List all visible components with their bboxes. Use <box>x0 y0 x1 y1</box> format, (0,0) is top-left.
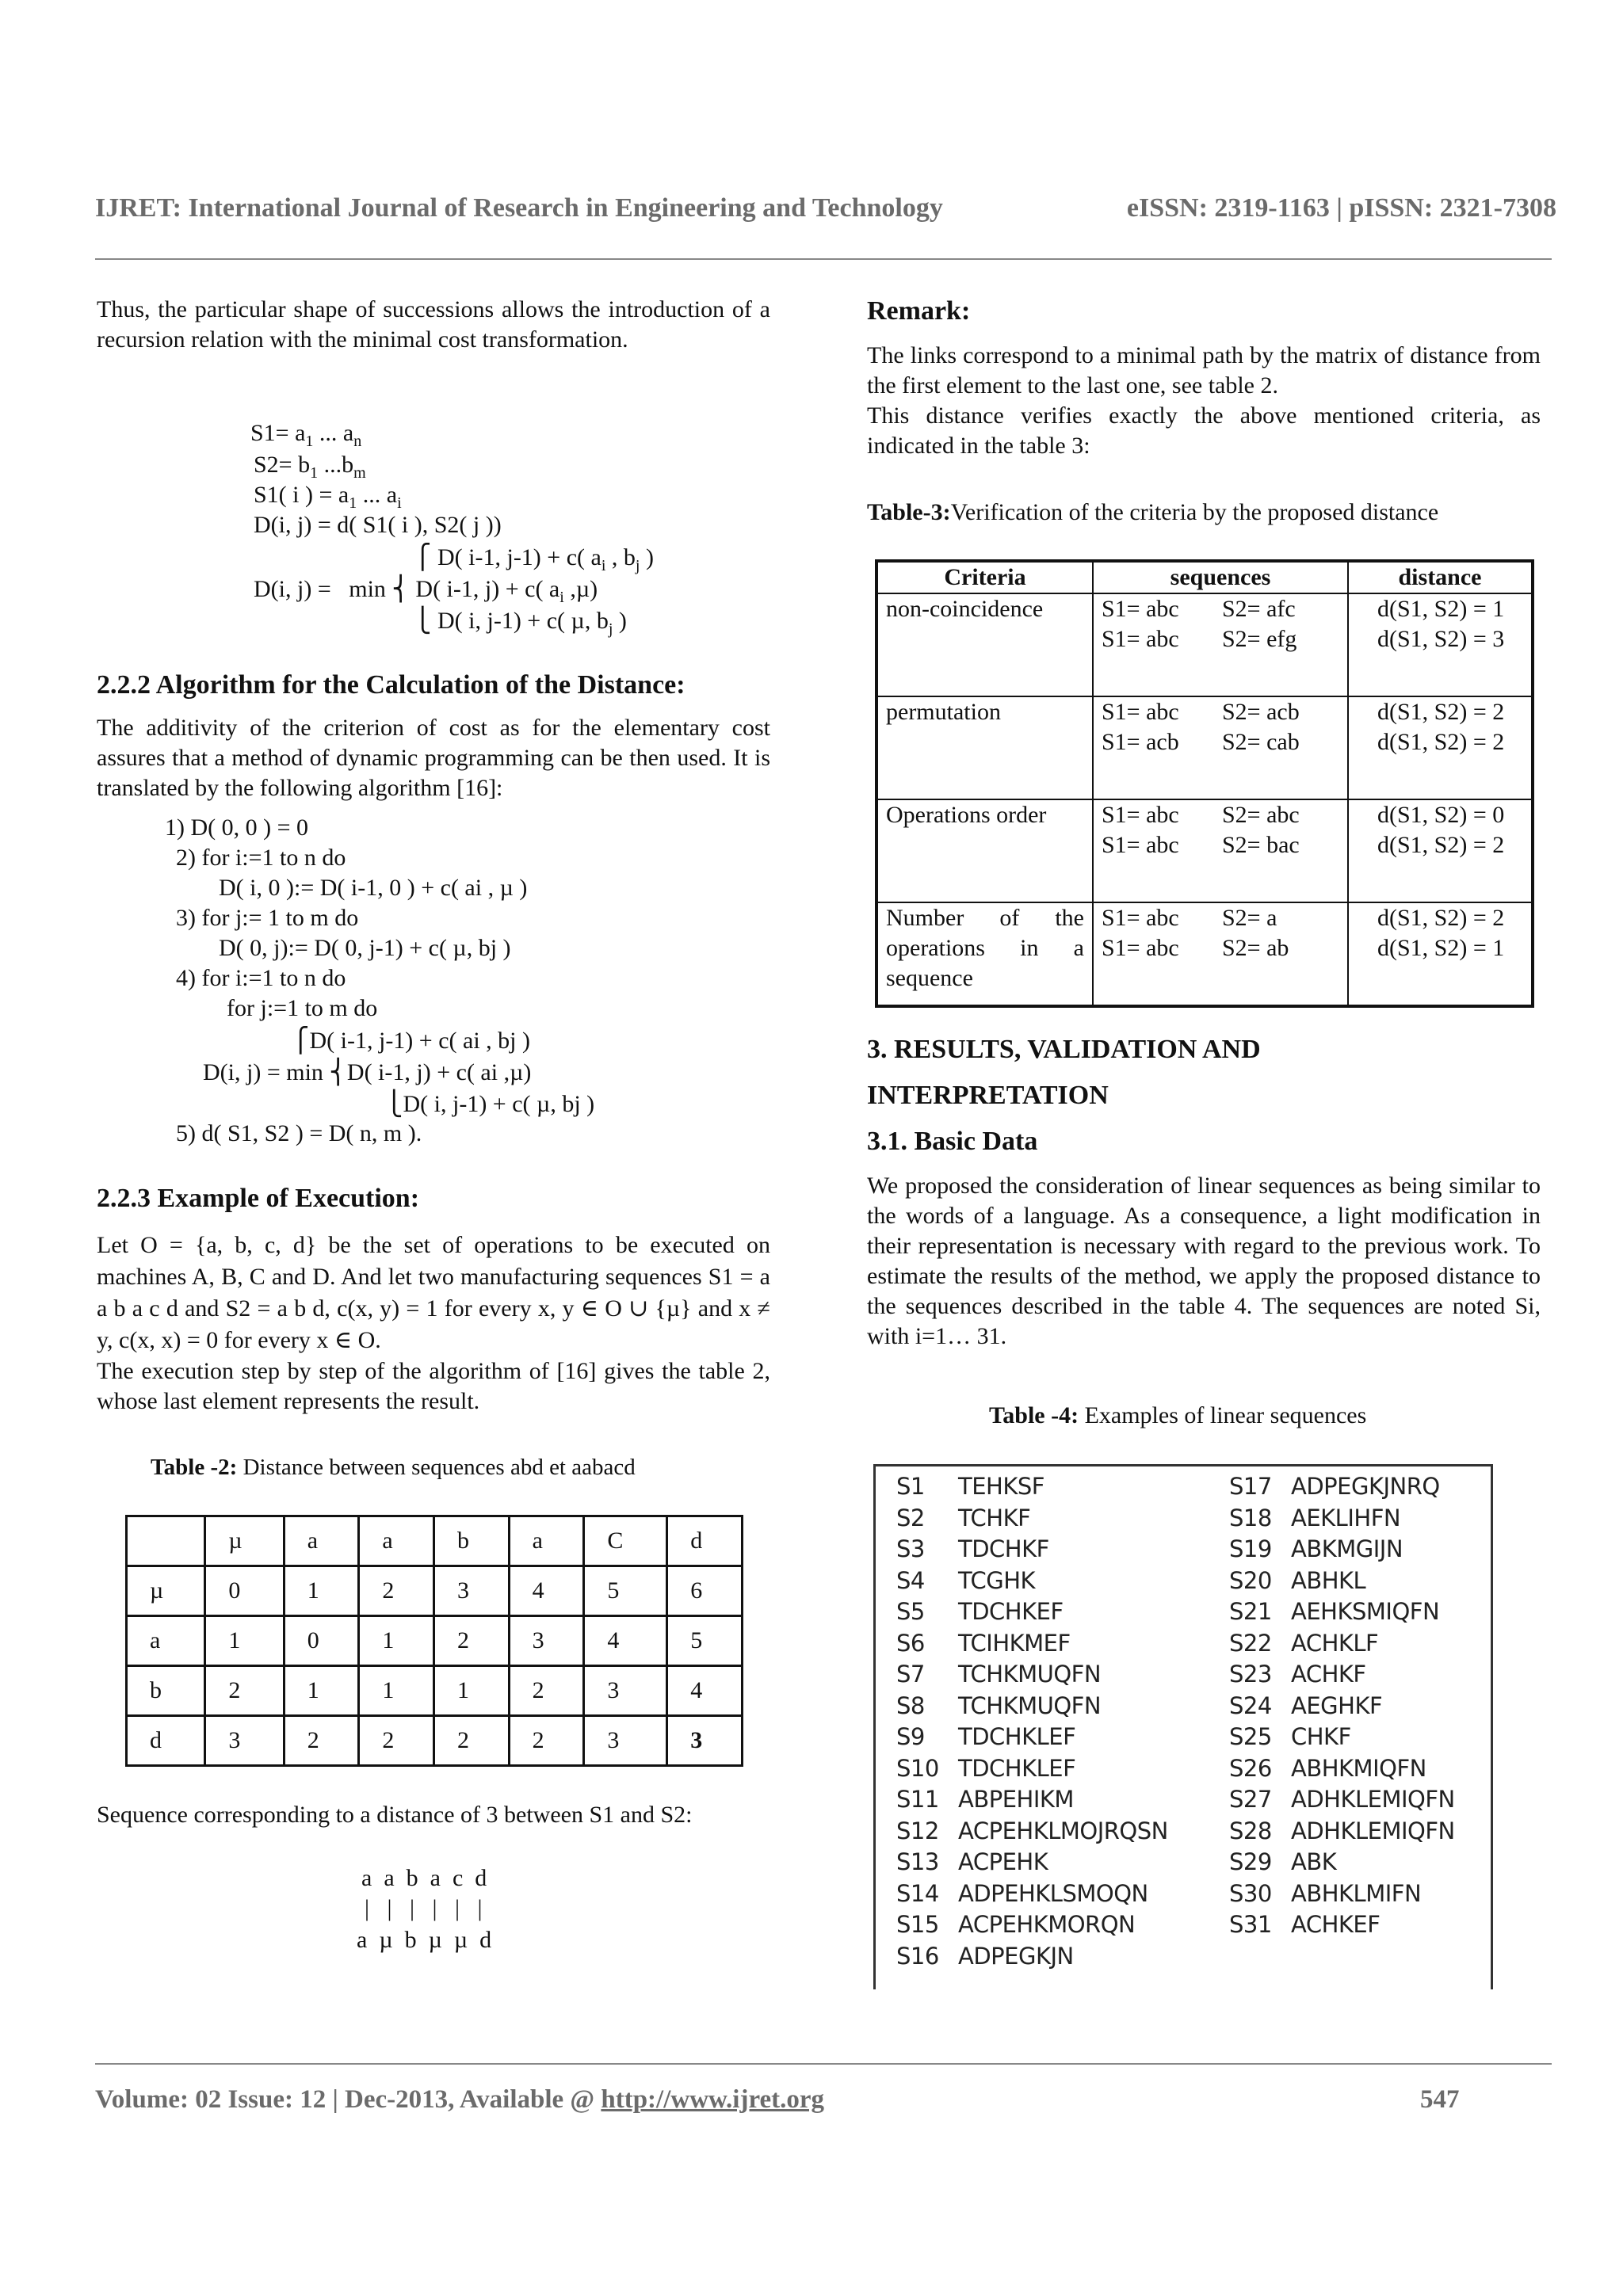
sequence-id: S12 <box>896 1817 939 1844</box>
remark-block <box>867 296 1541 461</box>
sequence-id: S31 <box>1229 1911 1272 1938</box>
algo-line: ⎩D( i, j-1) + c( µ, bj ) <box>385 1091 595 1117</box>
sequence-id: S22 <box>1229 1629 1272 1657</box>
table-cell: 2 <box>359 1566 434 1616</box>
sequence-value: ACHKLF <box>1291 1629 1379 1657</box>
sequence-id: S2 <box>896 1504 925 1531</box>
sequence-id: S27 <box>1229 1786 1272 1813</box>
table-cell: 2 <box>434 1716 510 1766</box>
footer-text: Volume: 02 Issue: 12 | Dec-2013, Available @ http://www.ijret.org <box>95 2085 825 2114</box>
sequence-id: S1 <box>896 1473 925 1500</box>
header-rule <box>95 258 1552 260</box>
formula-case3: ⎩ D( i, j-1) + c( µ, $b_j$ ) <box>414 608 627 638</box>
sequence-value: ABHKL <box>1291 1566 1366 1594</box>
table-cell: d <box>667 1516 743 1566</box>
issn: eISSN: 2319-1163 | pISSN: 2321-7308 <box>1126 193 1556 223</box>
table-cell: C <box>584 1516 667 1566</box>
sequence-id: S30 <box>1229 1879 1272 1907</box>
criteria-cell: permutation <box>876 696 1093 799</box>
journal-name: IJRET: International Journal of Research in Engineering and Technology <box>95 193 943 223</box>
table-cell: 2 <box>509 1666 584 1716</box>
sequence-id: S14 <box>896 1879 939 1907</box>
sequence-value: ACPEHKLMOJRQSN <box>958 1817 1168 1844</box>
sequence-value: ABPEHIKM <box>958 1786 1074 1813</box>
distance-cell: d(S1, S2) = 1 d(S1, S2) = 3 <box>1348 593 1533 696</box>
table-cell: 0 <box>284 1616 359 1666</box>
algo-line: 1) D( 0, 0 ) = 0 <box>165 814 309 841</box>
sequences-cell: S1= abc S2= abc S1= abc S2= bac <box>1093 799 1348 902</box>
table-cell: a <box>509 1516 584 1566</box>
sequence-id: S21 <box>1229 1598 1272 1625</box>
sequence-id: S15 <box>896 1911 939 1938</box>
sequence-value: TDCHKLEF <box>958 1723 1076 1750</box>
table-cell: 3 <box>434 1566 510 1616</box>
sequence-value: TEHKSF <box>958 1473 1044 1500</box>
sequence-value: AEGHKF <box>1291 1691 1383 1719</box>
table-cell: 6 <box>667 1566 743 1616</box>
table-cell: µ <box>127 1566 205 1616</box>
sequence-value: ACHKEF <box>1291 1911 1381 1938</box>
sequence-value: TCHKMUQFN <box>958 1691 1102 1719</box>
sequence-value: ABK <box>1291 1848 1337 1875</box>
section-3 <box>867 1035 1541 1352</box>
table-cell <box>127 1516 205 1566</box>
sequence-id: S25 <box>1229 1723 1272 1750</box>
sequence-value: TDCHKLEF <box>958 1754 1076 1782</box>
section-2-2-2 <box>97 670 770 803</box>
table-row <box>876 696 1533 799</box>
section-2-2-2-text: The additivity of the criterion of cost as for the elementary cost assures that a method of dynamic programming can be then used. It is translated by the following algorithm [16]: <box>97 715 770 801</box>
sequence-value: ADPEGKJN <box>958 1942 1074 1970</box>
alignment-top: a a b a c d <box>361 1865 487 1891</box>
criteria-cell: Operations order <box>876 799 1093 902</box>
sequence-id: S5 <box>896 1598 925 1625</box>
algo-line: D(i, j) = min ⎨D( i-1, j) + c( ai ,µ) <box>203 1059 532 1085</box>
sequence-value: AEHKSMIQFN <box>1291 1598 1440 1625</box>
sequence-value: ACPEHKMORQN <box>958 1911 1136 1938</box>
table-row <box>127 1616 743 1666</box>
distance-cell: d(S1, S2) = 2 d(S1, S2) = 1 <box>1348 902 1533 1006</box>
section-3-1-title: 3.1. Basic Data <box>867 1127 1038 1156</box>
table-cell: 4 <box>667 1666 743 1716</box>
sequence-value: TCIHKMEF <box>958 1629 1071 1657</box>
sequences-cell: S1= abc S2= acb S1= acb S2= cab <box>1093 696 1348 799</box>
table-row <box>876 799 1533 902</box>
table3-caption: Table-3:Verification of the criteria by the proposed distance <box>867 499 1439 525</box>
formula-s1i: S1( i ) = $a_1$ ... $a_i$ <box>254 482 402 512</box>
table-row <box>127 1716 743 1766</box>
alignment-links: | | | | | | <box>365 1895 483 1921</box>
sequence-value: TCHKMUQFN <box>958 1661 1102 1688</box>
section-2-2-3-title: 2.2.3 Example of Execution: <box>97 1184 420 1213</box>
sequence-value: ADHKLEMIQFN <box>1291 1786 1455 1813</box>
sequence-value: ADPEGKJNRQ <box>1291 1473 1440 1500</box>
table-cell: 1 <box>359 1616 434 1666</box>
table-cell: 1 <box>359 1666 434 1716</box>
remark-text-2: This distance verifies exactly the above mentioned criteria, as indicated in the table 3: <box>867 402 1541 459</box>
sequence-value: TDCHKF <box>958 1535 1049 1562</box>
table-cell: 3 <box>509 1616 584 1666</box>
sequence-value: ACPEHK <box>958 1848 1048 1875</box>
sequence-id: S9 <box>896 1723 925 1750</box>
section-3-title-line2: INTERPRETATION <box>867 1081 1109 1110</box>
running-header <box>95 193 1556 223</box>
table-header-cell: Criteria <box>876 561 1093 593</box>
sequence-caption: Sequence corresponding to a distance of 3 between S1 and S2: <box>97 1802 693 1828</box>
section-3-title: 3. RESULTS, VALIDATION AND <box>867 1035 1261 1064</box>
table-cell: a <box>359 1516 434 1566</box>
table-cell: a <box>127 1616 205 1666</box>
alignment-bottom: a µ b µ µ d <box>357 1927 492 1953</box>
sequence-id: S3 <box>896 1535 925 1562</box>
page-number: 547 <box>1420 2085 1460 2114</box>
table-cell: 5 <box>584 1566 667 1616</box>
formula-dij: D(i, j) = d( S1( i ), S2( j )) <box>254 512 502 538</box>
footer-rule <box>95 2063 1552 2065</box>
algo-line: D( i, 0 ):= D( i-1, 0 ) + c( ai , µ ) <box>219 875 528 901</box>
sequence-id: S4 <box>896 1566 925 1594</box>
sequence-value: ABHKMIQFN <box>1291 1754 1426 1782</box>
section-3-1-text: We proposed the consideration of linear sequences as being similar to the words of a language. As a consequence, a light modification in their representation is necessary with regard to the previous work. To estimate the results of the method, we apply the proposed distance to the sequences described in the table 4. The sequences are noted Si, with i=1… 31. <box>867 1173 1541 1349</box>
criteria-cell: non-coincidence <box>876 593 1093 696</box>
distance-cell: d(S1, S2) = 0 d(S1, S2) = 2 <box>1348 799 1533 902</box>
table-cell: µ <box>205 1516 284 1566</box>
table-cell: 2 <box>359 1716 434 1766</box>
sequence-id: S26 <box>1229 1754 1272 1782</box>
sequence-value: ADHKLEMIQFN <box>1291 1817 1455 1844</box>
table-row <box>127 1566 743 1616</box>
table-cell: 1 <box>434 1666 510 1716</box>
table-cell: 1 <box>205 1616 284 1666</box>
sequence-id: S11 <box>896 1786 939 1813</box>
algo-line: 4) for i:=1 to n do <box>176 965 346 991</box>
table-cell: 4 <box>509 1566 584 1616</box>
table-row <box>127 1666 743 1716</box>
sequences-cell: S1= abc S2= afc S1= abc S2= efg <box>1093 593 1348 696</box>
journal-link[interactable]: http://www.ijret.org <box>601 2085 825 2114</box>
algo-line: ⎧D( i-1, j-1) + c( ai , bj ) <box>292 1028 530 1054</box>
sequence-id: S8 <box>896 1691 925 1719</box>
sequence-value: CHKF <box>1291 1723 1351 1750</box>
algo-line: D( 0, j):= D( 0, j-1) + c( µ, bj ) <box>219 935 511 961</box>
formula-s1: $S1= a_1$ ... $a_n$ <box>250 420 362 450</box>
table-header-row <box>876 561 1533 593</box>
sequence-id: S6 <box>896 1629 925 1657</box>
remark-text: The links correspond to a minimal path by the matrix of distance from the first element to the last one, see table 2. <box>867 342 1541 399</box>
left-intro <box>97 295 770 355</box>
table-cell: 2 <box>284 1716 359 1766</box>
table-row <box>876 593 1533 696</box>
sequence-value: TCGHK <box>958 1566 1036 1594</box>
sequence-id: S29 <box>1229 1848 1272 1875</box>
table-cell: 1 <box>284 1666 359 1716</box>
distance-cell: d(S1, S2) = 2 d(S1, S2) = 2 <box>1348 696 1533 799</box>
sequence-id: S23 <box>1229 1661 1272 1688</box>
table-header-cell: sequences <box>1093 561 1348 593</box>
sequence-value: ABHKLMIFN <box>1291 1879 1422 1907</box>
sequence-id: S24 <box>1229 1691 1272 1719</box>
table4-caption: Table -4: Examples of linear sequences <box>989 1402 1367 1428</box>
formula-s2: $S2= b_1$ $...b_m$ <box>254 452 366 482</box>
table2-caption: Table -2: Distance between sequences abd et aabacd <box>151 1455 636 1480</box>
formula-min-line: D(i, j) = min ⎨ D( i-1, j) + c( $a_i$ ,µ) <box>254 576 598 606</box>
criteria-cell: Number of the operations in a sequence <box>876 902 1093 1006</box>
table-cell: 3 <box>667 1716 743 1766</box>
sequence-value: ABKMGIJN <box>1291 1535 1403 1562</box>
table-cell: d <box>127 1716 205 1766</box>
table-cell: 1 <box>284 1566 359 1616</box>
table-cell: 2 <box>509 1716 584 1766</box>
table2-distance-matrix <box>125 1515 743 1767</box>
section-2-2-3-text: Let O = {a, b, c, d} be the set of operations to be executed on machines A, B, C and D. And let two manufacturing sequences S1 = a a b a c d and S2 = a b d, c(x, y) = 1 for every x, y ∈ O ∪ {µ} and x ≠ y, c(x, x) = 0 for every x ∈ O. <box>97 1232 770 1353</box>
section-2-2-2-title: 2.2.2 Algorithm for the Calculation of the Distance: <box>97 670 685 700</box>
remark-title: Remark: <box>867 296 971 326</box>
sequence-id: S13 <box>896 1848 939 1875</box>
algo-line: 2) for i:=1 to n do <box>176 845 346 871</box>
table-cell: 5 <box>667 1616 743 1666</box>
table-cell: 3 <box>205 1716 284 1766</box>
sequence-value: AEKLIHFN <box>1291 1504 1401 1531</box>
table-cell: b <box>434 1516 510 1566</box>
intro-paragraph: Thus, the particular shape of successions allows the introduction of a recursion relation with the minimal cost transformation. <box>97 296 770 353</box>
table3-criteria-verification <box>875 559 1534 1008</box>
table-row <box>127 1516 743 1566</box>
sequences-cell: S1= abc S2= a S1= abc S2= ab <box>1093 902 1348 1006</box>
table4-linear-sequences <box>873 1464 1493 1989</box>
sequence-value: ACHKF <box>1291 1661 1366 1688</box>
table-cell: a <box>284 1516 359 1566</box>
sequence-id: S20 <box>1229 1566 1272 1594</box>
sequence-value: TCHKF <box>958 1504 1031 1531</box>
sequence-id: S19 <box>1229 1535 1272 1562</box>
table-row <box>876 902 1533 1006</box>
sequence-value: ADPEHKLSMOQN <box>958 1879 1148 1907</box>
sequence-id: S28 <box>1229 1817 1272 1844</box>
table-cell: 2 <box>434 1616 510 1666</box>
sequence-id: S16 <box>896 1942 939 1970</box>
algo-line: 3) for j:= 1 to m do <box>176 905 359 931</box>
table-cell: b <box>127 1666 205 1716</box>
table-cell: 0 <box>205 1566 284 1616</box>
table-header-cell: distance <box>1348 561 1533 593</box>
table-cell: 3 <box>584 1666 667 1716</box>
sequence-id: S10 <box>896 1754 939 1782</box>
sequence-id: S7 <box>896 1661 925 1688</box>
table-cell: 2 <box>205 1666 284 1716</box>
section-2-2-3-text2: The execution step by step of the algorithm of [16] gives the table 2, whose last element represents the result. <box>97 1358 770 1414</box>
table-cell: 4 <box>584 1616 667 1666</box>
sequence-value: TDCHKEF <box>958 1598 1064 1625</box>
section-2-2-3 <box>97 1184 770 1417</box>
algo-line: 5) d( S1, S2 ) = D( n, m ). <box>176 1120 422 1146</box>
sequence-id: S18 <box>1229 1504 1272 1531</box>
formula-case1: ⎧ D( i-1, j-1) + c( $a_i$ , $b_j$ ) <box>414 544 654 574</box>
table-cell: 3 <box>584 1716 667 1766</box>
sequence-id: S17 <box>1229 1473 1272 1500</box>
algo-line: for j:=1 to m do <box>227 995 378 1021</box>
